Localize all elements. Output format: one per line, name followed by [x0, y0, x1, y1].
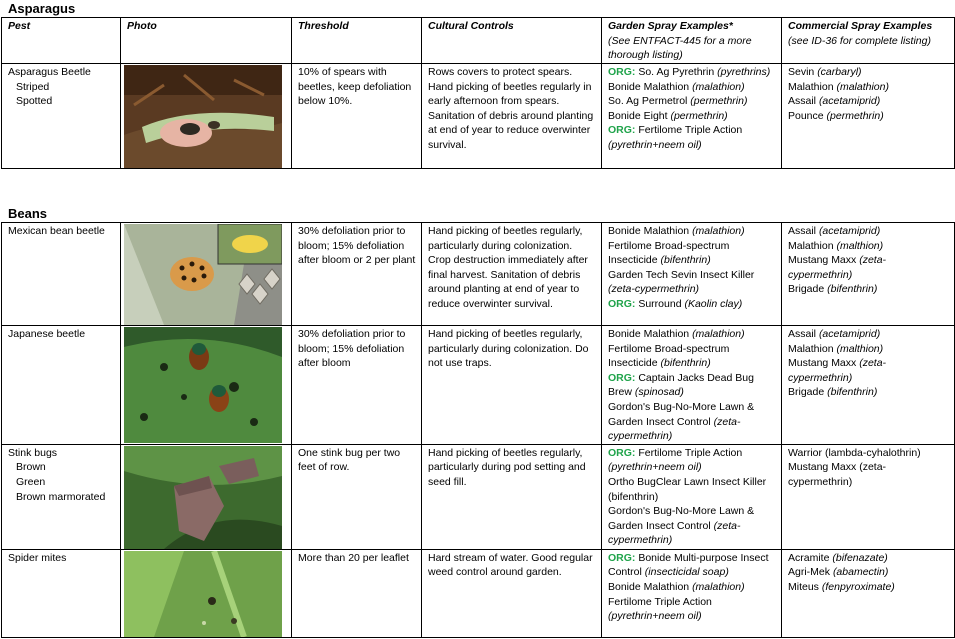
- table-row: [2, 223, 955, 326]
- header-threshold: Threshold: [292, 18, 422, 64]
- product-name: Fertilome Broad-spectrum Insecticide: [608, 342, 730, 370]
- photo-cell: [121, 549, 292, 637]
- active-ingredient: (zeta-cypermethrin): [608, 415, 741, 443]
- active-ingredient: (malathion): [692, 225, 745, 237]
- table-row: [2, 549, 955, 637]
- spray-product: [788, 460, 949, 489]
- asparagus-beetle-photo: [124, 65, 282, 168]
- table-header-row: [2, 18, 955, 64]
- product-name: Agri-Mek: [788, 566, 831, 579]
- garden-spray-cell: [602, 549, 782, 637]
- active-ingredient: (fenpyroximate): [821, 580, 895, 593]
- spray-product: [788, 385, 949, 400]
- photo-cell: [121, 223, 292, 326]
- header-photo: Photo: [121, 18, 292, 64]
- active-ingredient: (pyrethrin+neem oil): [608, 138, 702, 151]
- product-name: Malathion: [788, 342, 834, 355]
- active-ingredient: (permethrin): [826, 109, 884, 122]
- asparagus-table: [1, 17, 955, 169]
- product-name: Bonide Eight: [608, 109, 668, 122]
- product-name: Gordon's Bug-No-More Lawn & Garden Insect Control: [608, 505, 755, 532]
- threshold-cell: 30% defoliation prior to bloom; 15% defoliation after bloom: [292, 326, 422, 445]
- organic-label: ORG:: [608, 297, 636, 310]
- cultural-cell: Rows covers to protect spears. Hand picking of beetles regularly in early afternoon from spears. Sanitation of debris around planting at end of year to reduce overwinter survival.: [422, 64, 602, 169]
- spray-product: [608, 504, 776, 548]
- spray-product: [608, 65, 776, 80]
- product-name: Bonide Malathion: [608, 580, 690, 593]
- commercial-spray-cell: [782, 444, 955, 549]
- product-name: So. Ag Permetrol: [608, 95, 688, 108]
- table-row: [2, 64, 955, 169]
- commercial-spray-cell: [782, 549, 955, 637]
- spray-product: [608, 268, 776, 297]
- commercial-spray-cell: [782, 223, 955, 326]
- spray-product: [608, 342, 776, 371]
- active-ingredient: (bifenthrin): [827, 283, 878, 296]
- spray-product: [788, 239, 949, 254]
- photo-cell: [121, 326, 292, 445]
- spray-product: [788, 65, 949, 80]
- product-name: Bonide Malathion: [608, 328, 690, 340]
- spray-product: [788, 565, 949, 580]
- spray-product: [788, 253, 949, 282]
- pest-cell: Asparagus Beetle Striped Spotted: [2, 64, 121, 169]
- organic-label: ORG:: [608, 446, 636, 459]
- spray-product: [608, 239, 776, 268]
- spray-product: [788, 94, 949, 109]
- active-ingredient: (abamectin): [832, 566, 889, 579]
- active-ingredient: (malathion): [692, 328, 745, 340]
- cultural-cell: Hard stream of water. Good regular weed control around garden.: [422, 549, 602, 637]
- organic-label: ORG:: [608, 371, 636, 384]
- garden-spray-cell: [602, 444, 782, 549]
- organic-label: ORG:: [608, 551, 636, 564]
- spray-product: [608, 123, 776, 152]
- active-ingredient: (pyrethrins): [717, 66, 771, 78]
- spray-product: [788, 224, 949, 239]
- product-name: Fertilome Triple Action: [608, 595, 712, 608]
- active-ingredient: (bifenthrin): [827, 386, 878, 399]
- spray-product: [608, 551, 776, 580]
- active-ingredient: (permethrin): [670, 109, 728, 122]
- active-ingredient: (permethrin): [690, 95, 748, 108]
- product-name: Bonide Malathion: [608, 225, 690, 237]
- spray-product: [608, 327, 776, 342]
- spray-product: [608, 109, 776, 124]
- product-name: Fertilome Broad-spectrum Insecticide: [608, 239, 730, 267]
- cultural-cell: Hand picking of beetles regularly, particularly during colonization. Do not use traps.: [422, 326, 602, 445]
- product-name: Ortho BugClear Lawn Insect Killer: [608, 475, 767, 488]
- mexican-bean-beetle-photo: [124, 224, 282, 325]
- product-name: Malathion: [788, 239, 834, 252]
- spider-mite-photo: [124, 551, 282, 637]
- organic-label: ORG:: [608, 124, 636, 137]
- threshold-cell: One stink bug per two feet of row.: [292, 444, 422, 549]
- active-ingredient: (carbaryl): [817, 66, 862, 78]
- header-garden-spray: Garden Spray Examples* (See ENTFACT-445 for a more thorough listing): [602, 18, 782, 64]
- active-ingredient: (bifenthrin): [608, 490, 659, 503]
- product-name: Assail: [788, 328, 817, 340]
- product-name: Fertilome Triple Action: [638, 446, 743, 459]
- photo-cell: [121, 444, 292, 549]
- active-ingredient: (bifenthrin): [660, 254, 711, 267]
- spray-product: [608, 80, 776, 95]
- spray-product: [788, 446, 949, 461]
- section-title-beans: Beans: [8, 206, 48, 221]
- active-ingredient: (bifenazate): [832, 551, 888, 564]
- threshold-cell: 30% defoliation prior to bloom; 15% defoliation after bloom or 2 per plant: [292, 223, 422, 326]
- header-cultural-controls: Cultural Controls: [422, 18, 602, 64]
- active-ingredient: (acetamiprid): [818, 225, 881, 237]
- active-ingredient: (pyrethrin+neem oil): [608, 610, 702, 623]
- active-ingredient: (malathion): [692, 80, 745, 93]
- product-name: Garden Tech Sevin Insect Killer: [608, 268, 755, 281]
- active-ingredient: (zeta-cypermethrin): [788, 254, 887, 281]
- spray-product: [788, 342, 949, 357]
- active-ingredient: (pyrethrin+neem oil): [608, 461, 702, 474]
- product-name: Mustang Maxx: [788, 461, 857, 474]
- spray-product: [608, 224, 776, 239]
- spray-product: [608, 94, 776, 109]
- active-ingredient: (zeta-cypermethrin): [608, 519, 741, 547]
- spray-product: [608, 580, 776, 595]
- photo-cell: [121, 64, 292, 169]
- spray-product: [608, 400, 776, 444]
- commercial-spray-cell: [782, 326, 955, 445]
- spray-product: [788, 282, 949, 297]
- table-row: [2, 326, 955, 445]
- product-name: Assail: [788, 225, 817, 237]
- pest-cell: Mexican bean beetle: [2, 223, 121, 326]
- spray-product: [788, 109, 949, 124]
- header-pest: Pest: [2, 18, 121, 64]
- product-name: Mustang Maxx: [788, 357, 857, 370]
- product-name: Gordon's Bug-No-More Lawn & Garden Insect Control: [608, 400, 755, 428]
- spray-product: [788, 356, 949, 385]
- organic-label: ORG:: [608, 66, 636, 78]
- active-ingredient: (malathion): [836, 80, 889, 93]
- active-ingredient: (zeta-cypermethrin): [608, 283, 700, 296]
- garden-spray-cell: [602, 64, 782, 169]
- product-name: Miteus: [788, 580, 819, 593]
- product-name: Malathion: [788, 80, 834, 93]
- beans-table: [1, 222, 955, 638]
- active-ingredient: (Kaolin clay): [684, 297, 743, 310]
- product-name: Fertilome Triple Action: [638, 124, 743, 137]
- active-ingredient: (zeta-cypermethrin): [788, 357, 887, 384]
- active-ingredient: (zeta-cypermethrin): [788, 461, 887, 488]
- active-ingredient: (malathion): [692, 580, 745, 593]
- product-name: Acramite: [788, 551, 830, 564]
- product-name: Surround: [638, 297, 682, 310]
- threshold-cell: 10% of spears with beetles, keep defoliation below 10%.: [292, 64, 422, 169]
- spray-product: [788, 80, 949, 95]
- pest-cell: Japanese beetle: [2, 326, 121, 445]
- pest-cell: Spider mites: [2, 549, 121, 637]
- stink-bug-photo: [124, 446, 282, 549]
- product-name: Mustang Maxx: [788, 254, 857, 267]
- product-name: Warrior: [788, 446, 823, 459]
- product-name: So. Ag Pyrethrin: [638, 66, 715, 78]
- spray-product: [788, 551, 949, 566]
- active-ingredient: (spinosad): [634, 386, 684, 399]
- active-ingredient: (malthion): [836, 342, 884, 355]
- active-ingredient: (lambda-cyhalothrin): [824, 446, 921, 459]
- product-name: Brigade: [788, 386, 825, 399]
- product-name: Bonide Malathion: [608, 80, 690, 93]
- product-name: Captain Jacks Dead Bug Brew: [608, 371, 754, 399]
- spray-product: [608, 446, 776, 475]
- japanese-beetle-photo: [124, 327, 282, 443]
- active-ingredient: (malthion): [836, 239, 884, 252]
- pest-cell: Stink bugs Brown Green Brown marmorated: [2, 444, 121, 549]
- product-name: Pounce: [788, 109, 824, 122]
- commercial-spray-cell: [782, 64, 955, 169]
- active-ingredient: (acetamiprid): [818, 328, 881, 340]
- header-commercial-spray: Commercial Spray Examples (see ID-36 for complete listing): [782, 18, 955, 64]
- spray-product: [788, 580, 949, 595]
- garden-spray-cell: [602, 223, 782, 326]
- product-name: Bonide Multi-purpose Insect Control: [608, 551, 769, 579]
- spray-product: [788, 327, 949, 342]
- cultural-cell: Hand picking of beetles regularly, particularly during colonization. Crop destruction immediately after final harvest. Sanitation of debris around planting at end of year to reduce overwinter survival.: [422, 223, 602, 326]
- threshold-cell: More than 20 per leaflet: [292, 549, 422, 637]
- spray-product: [608, 297, 776, 312]
- spray-product: [608, 371, 776, 400]
- section-title-asparagus: Asparagus: [8, 1, 76, 16]
- table-row: [2, 444, 955, 549]
- product-name: Sevin: [788, 66, 815, 78]
- active-ingredient: (acetamiprid): [818, 95, 881, 108]
- product-name: Brigade: [788, 283, 825, 296]
- spray-product: [608, 475, 776, 504]
- active-ingredient: (insecticidal soap): [644, 566, 729, 579]
- garden-spray-cell: [602, 326, 782, 445]
- product-name: Assail: [788, 95, 817, 108]
- cultural-cell: Hand picking of beetles regularly, particularly during pod setting and seed fill.: [422, 444, 602, 549]
- spray-product: [608, 595, 776, 624]
- active-ingredient: (bifenthrin): [660, 357, 711, 370]
